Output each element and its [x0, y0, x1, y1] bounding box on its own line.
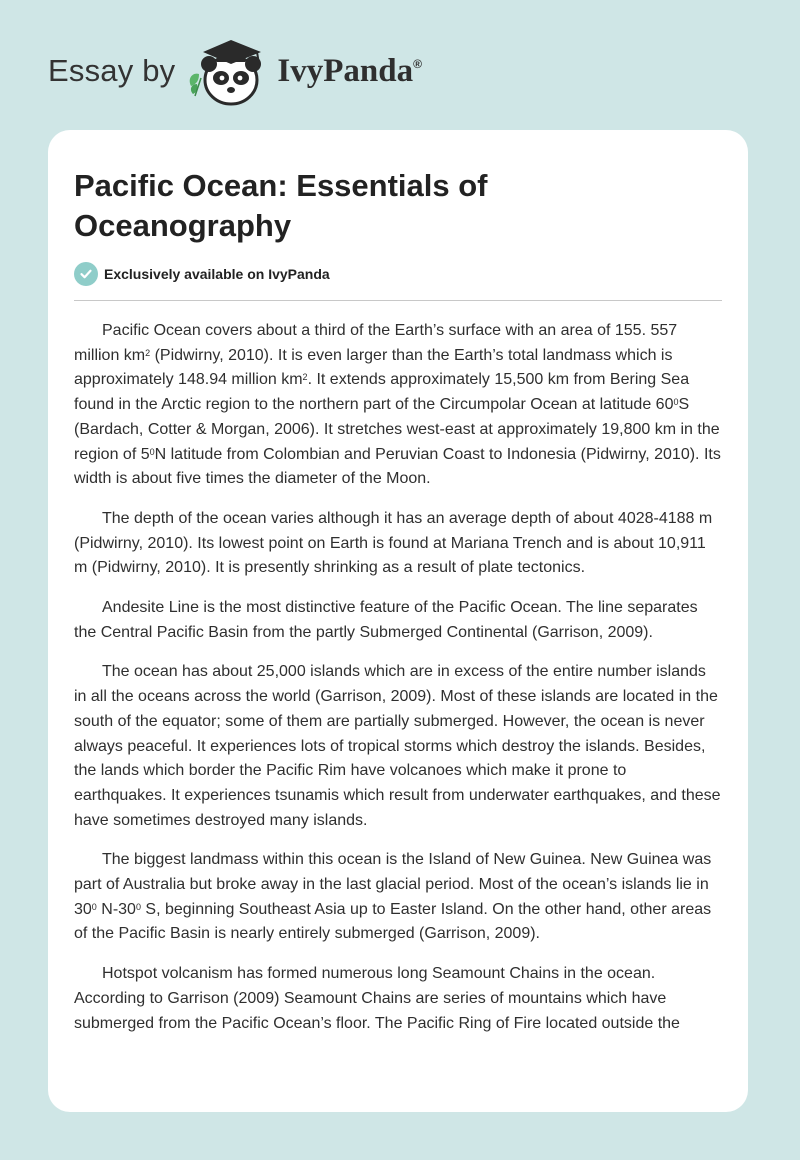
- brand-name: IvyPanda®: [277, 52, 422, 89]
- exclusive-badge-label: Exclusively available on IvyPanda: [104, 266, 330, 282]
- paragraph-1: Pacific Ocean covers about a third of the Earth’s surface with an area of 155. 557 million $km^2$ (Pidwirny, 2010). It is even larger than the Earth’s total landmass which is approximately 148.94 million $km^2$. It extends approximately 15,500 km from Bering Sea found in the Arctic region to the northern part of the Circumpolar Ocean at latitude $60^0S$ (Bardach, Cotter & Morgan, 2006). It stretches west-east at approximately 19,800 km in the region of $5^0N$ latitude from Colombian and Peruvian Coast to Indonesia (Pidwirny, 2010). Its width is about five times the diameter of the Moon.: [74, 322, 721, 488]
- essay-body: [74, 319, 722, 1036]
- panda-mascot-icon: [185, 34, 271, 108]
- essay-by-label: Essay by: [48, 53, 176, 88]
- paragraph-3: Andesite Line is the most distinctive feature of the Pacific Ocean. The line separates the Central Pacific Basin from the partly Submerged Continental (Garrison, 2009).: [74, 599, 698, 641]
- paragraph-6: Hotspot volcanism has formed numerous long Seamount Chains in the ocean. According to Garrison (2009) Seamount Chains are series of mountains which have submerged from the Pacific Ocean’s floor. The Pacific Ring of Fire located outside the: [74, 965, 680, 1032]
- ivypanda-logo[interactable]: [48, 34, 422, 108]
- registered-mark: ®: [413, 56, 422, 71]
- paragraph-5: The biggest landmass within this ocean is the Island of New Guinea. New Guinea was part of Australia but broke away in the last glacial period. Most of the ocean’s islands lie in $30^0$ $N-30^0$ S, beginning Southeast Asia up to Easter Island. On the other hand, other areas of the Pacific Basin is nearly entirely submerged (Garrison, 2009).: [74, 851, 712, 943]
- site-header: [0, 0, 800, 128]
- exclusive-badge: [74, 262, 722, 286]
- essay-card: [48, 130, 748, 1112]
- checkmark-icon: [74, 262, 98, 286]
- divider: [74, 300, 722, 301]
- paragraph-4: The ocean has about 25,000 islands which are in excess of the entire number islands in all the oceans across the world (Garrison, 2009). Most of these islands are located in the south of the equator; some of them are partially submerged. However, the ocean is never always peaceful. It experiences lots of tropical storms which destroy the islands. Besides, the lands which border the Pacific Rim have volcanoes which make it prone to earthquakes. It experiences tsunamis which result from underwater earthquakes, and these have sometimes destroyed many islands.: [74, 663, 721, 829]
- essay-title: Pacific Ocean: Essentials of Oceanography: [74, 168, 488, 243]
- paragraph-2: The depth of the ocean varies although it has an average depth of about 4028-4188 m (Pidwirny, 2010). Its lowest point on Earth is found at Mariana Trench and is about 10,911 m (Pidwirny, 2010). It is presently shrinking as a result of plate tectonics.: [74, 509, 713, 577]
